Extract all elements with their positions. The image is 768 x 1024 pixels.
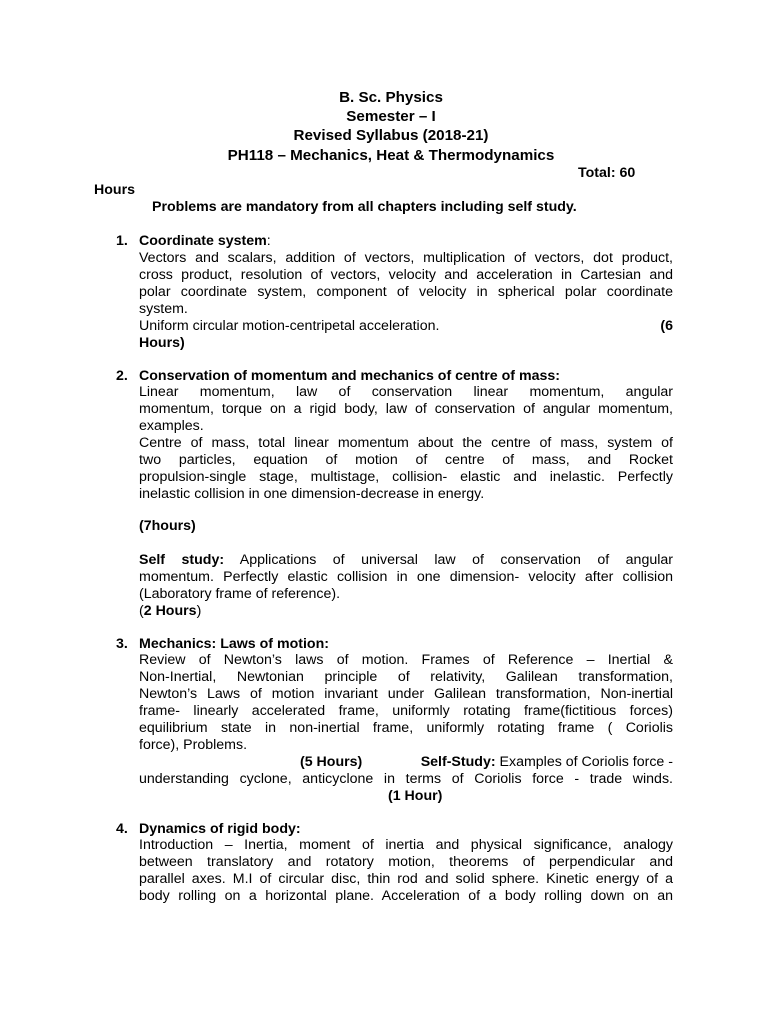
section-1-number: 1. [116, 233, 128, 249]
section-4-body [139, 837, 673, 905]
section-3-line: Newton’s Laws of motion invariant under Galilean transformation, Non-inertial [139, 686, 673, 702]
section-2-line: propulsion-single stage, multistage, collision- elastic and inelastic. Perfectly [139, 469, 673, 485]
section-2-line: Centre of mass, total linear momentum about the centre of mass, system of [139, 435, 673, 451]
total-hours-label: Total: 60 [578, 165, 636, 181]
section-1-line: polar coordinate system, component of velocity in spherical polar coordinate [139, 284, 673, 300]
section-1-line: Vectors and scalars, addition of vectors, multiplication of vectors, dot product, [139, 250, 673, 266]
section-2-self-study-line: (Laboratory frame of reference). [139, 586, 341, 602]
section-3-self-study-line: understanding cyclone, anticyclone in terms of Coriolis force - trade winds. [139, 771, 673, 787]
section-3-line: frame- linearly accelerated frame, uniformly rotating frame(fictitious forces) [139, 703, 673, 719]
section-3-body [139, 652, 673, 754]
section-2-self-study [139, 552, 673, 620]
section-3-line: Non-Inertial, Newtonian principle of relativity, Galilean transformation, [139, 669, 673, 685]
section-3-self-study: Self-Study: Examples of Coriolis force - [420, 754, 673, 770]
section-2-self-study-line: momentum. Perfectly elastic collision in one dimension- velocity after collision [139, 569, 673, 585]
section-2-line: momentum, torque on a rigid body, law of conservation of angular momentum, [139, 401, 673, 417]
section-1-line: system. [139, 301, 188, 317]
course-title: B. Sc. Physics [339, 89, 443, 106]
section-2-heading: Conservation of momentum and mechanics of centre of mass: [139, 368, 560, 384]
section-4-line: Introduction – Inertia, moment of inertia and physical significance, analogy [139, 837, 673, 853]
section-2-line: inelastic collision in one dimension-decrease in energy. [139, 486, 485, 502]
problems-note: Problems are mandatory from all chapters including self study. [152, 199, 577, 215]
section-1-heading-text: Coordinate system [139, 233, 267, 249]
section-2-hours: (7hours) [139, 518, 196, 534]
section-3-line: equilibrium state in non-inertial frame, uniformly rotating frame ( Coriolis [139, 720, 673, 736]
section-2-self-study-line: Self study: Applications of universal law of conservation of angular [139, 552, 673, 568]
paper-title: PH118 – Mechanics, Heat & Thermodynamics [227, 147, 555, 164]
section-1-line: cross product, resolution of vectors, velocity and acceleration in Cartesian and [139, 267, 673, 283]
semester-title: Semester – I [346, 108, 436, 125]
section-2-number: 2. [116, 368, 128, 384]
section-4-line: parallel axes. M.I of circular disc, thin rod and solid sphere. Kinetic energy of a [139, 871, 673, 887]
section-3-hours: (5 Hours) [300, 754, 363, 770]
section-1-last-line [139, 318, 673, 335]
section-1-line: Uniform circular motion-centripetal acceleration. [139, 318, 440, 334]
section-3-line: Review of Newton’s laws of motion. Frames of Reference – Inertial & [139, 652, 673, 668]
section-3-self-study-body [139, 771, 673, 788]
section-1-body [139, 250, 673, 352]
section-2-line: two particles, equation of motion of centre of mass, and Rocket [139, 452, 673, 468]
section-3-self-study-hours: (1 Hour) [388, 788, 443, 804]
section-2-self-study-hours: (2 Hours) [139, 603, 202, 619]
section-1-hours: Hours) [139, 335, 185, 351]
hours-label: Hours [94, 182, 135, 198]
section-1-hours-open: (6 [660, 318, 673, 334]
self-study-label: Self study: [139, 552, 225, 568]
section-2-line: examples. [139, 418, 204, 434]
section-1-heading-colon: : [266, 233, 271, 249]
section-1-heading [139, 233, 271, 250]
section-4-heading: Dynamics of rigid body: [139, 821, 301, 837]
self-study-label: Self-Study: [420, 754, 496, 770]
section-2-body [139, 384, 673, 503]
section-4-line: between translatory and rotatory motion, theorems of perpendicular and [139, 854, 673, 870]
section-2-line: Linear momentum, law of conservation linear momentum, angular [139, 384, 673, 400]
section-3-line: force), Problems. [139, 737, 248, 753]
section-4-line: body rolling on a horizontal plane. Acceleration of a body rolling down on an [139, 888, 673, 904]
section-4-number: 4. [116, 821, 128, 837]
section-3-number: 3. [116, 636, 128, 652]
syllabus-title: Revised Syllabus (2018-21) [293, 127, 489, 144]
section-3-heading: Mechanics: Laws of motion: [139, 636, 329, 652]
